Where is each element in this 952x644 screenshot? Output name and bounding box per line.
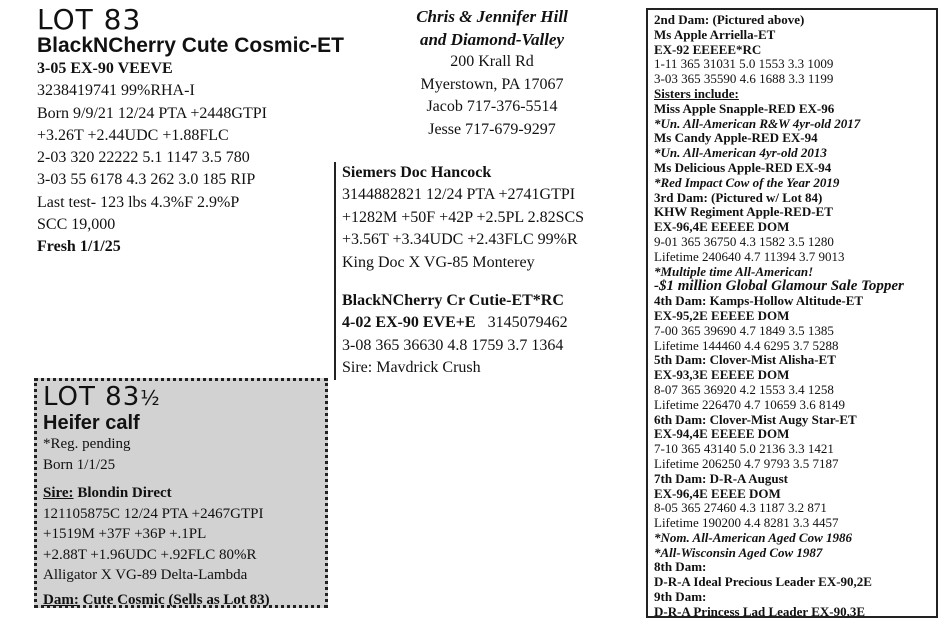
pedigree-line: 3rd Dam: (Pictured w/ Lot 84) <box>654 189 823 205</box>
pedigree-line: *Un. All-American 4yr-old 2013 <box>654 145 827 161</box>
dam-line: 3-08 365 36630 4.8 1759 3.7 1364 <box>342 336 564 354</box>
pedigree-line: 7-00 365 39690 4.7 1849 3.5 1385 <box>654 322 834 338</box>
dam-registration: 3145079462 <box>475 314 568 332</box>
info-line: Last test- 123 lbs 4.3%F 2.9%P <box>37 193 240 211</box>
pedigree-line: Lifetime 190200 4.4 8281 3.3 4457 <box>654 515 839 531</box>
pedigree-line: 7-10 365 43140 5.0 2136 3.3 1421 <box>654 441 834 457</box>
calf-lot-number: LOT 83½ <box>43 382 161 412</box>
lot-number: LOT 83 <box>37 3 142 36</box>
info-line: SCC 19,000 <box>37 216 116 234</box>
pedigree-line: *Multiple time All-American! <box>654 263 814 279</box>
sire-line: +1282M +50F +42P +2.5PL 2.82SCS <box>342 208 585 226</box>
calf-sire-line: +1519M +37F +36P +.1PL <box>43 526 207 542</box>
pedigree-line: EX-96,4E EEEE DOM <box>654 485 781 501</box>
calf-line: Born 1/1/25 <box>43 456 116 473</box>
calf-sire-line: Alligator X VG-89 Delta-Lambda <box>43 567 248 583</box>
pedigree-line: EX-95,2E EEEEE DOM <box>654 307 790 323</box>
pedigree-line: *Nom. All-American Aged Cow 1986 <box>654 529 853 545</box>
pedigree-line: 1-11 365 31031 5.0 1553 3.3 1009 <box>654 56 834 72</box>
calf-dam-text: Cute Cosmic (Sells as Lot 83) <box>78 591 270 608</box>
consignor-name: and Diamond-Valley <box>419 29 565 49</box>
pedigree-line: 8-05 365 27460 4.3 1187 3.2 871 <box>654 500 827 516</box>
calf-line: *Reg. pending <box>43 436 131 452</box>
pedigree-line: EX-96,4E EEEEE DOM <box>654 219 790 235</box>
info-line: 3238419741 99%RHA-I <box>37 82 195 100</box>
pedigree-line: Lifetime 206250 4.7 9793 3.5 7187 <box>654 455 839 471</box>
pedigree-line: *Un. All-American R&W 4yr-old 2017 <box>654 115 861 131</box>
info-line: 2-03 320 22222 5.1 1147 3.5 780 <box>37 149 250 167</box>
pedigree-line: 9th Dam: <box>654 589 707 605</box>
pedigree-line: *Red Impact Cow of the Year 2019 <box>654 174 840 190</box>
pedigree-line: 7th Dam: D-R-A August <box>654 470 788 486</box>
pedigree-line: EX-93,3E EEEEE DOM <box>654 367 790 383</box>
lot-fraction: ½ <box>140 386 161 410</box>
pedigree-line: Lifetime 226470 4.7 10659 3.6 8149 <box>654 396 846 412</box>
calf-title: Heifer calf <box>43 412 140 434</box>
pedigree-line: Lifetime 240640 4.7 11394 3.7 9013 <box>654 248 845 264</box>
sire-line: 3144882821 12/24 PTA +2741GTPI <box>342 186 576 204</box>
pedigree-line: Lifetime 144460 4.4 6295 3.7 5288 <box>654 337 839 353</box>
calf-sire-line: +2.88T +1.96UDC +.92FLC 80%R <box>43 546 257 563</box>
pedigree-line: EX-94,4E EEEEE DOM <box>654 426 790 442</box>
classification: 3-05 EX-90 VEEVE <box>37 60 173 77</box>
pedigree-line: Ms Apple Arriella-ET <box>654 26 776 42</box>
fresh-date: Fresh 1/1/25 <box>37 238 121 256</box>
lot-83-half-box <box>34 378 328 608</box>
calf-sire-name: Blondin Direct <box>73 485 172 501</box>
pedigree-line: Ms Candy Apple-RED EX-94 <box>654 130 818 146</box>
calf-dam-label: Dam: <box>43 591 79 608</box>
pedigree-line: Miss Apple Snapple-RED EX-96 <box>654 100 835 116</box>
pedigree-line: Sisters include: <box>654 85 739 101</box>
consignor-contact <box>386 6 598 142</box>
pedigree-line: 3-03 365 35590 4.6 1688 3.3 1199 <box>654 71 834 87</box>
sire-line: +3.56T +3.34UDC +2.43FLC 99%R <box>342 231 578 249</box>
pedigree-line: 5th Dam: Clover-Mist Alisha-ET <box>654 352 836 368</box>
pedigree-line: *All-Wisconsin Aged Cow 1987 <box>654 544 823 560</box>
pedigree-box <box>646 8 938 618</box>
calf-sire-label: Sire: <box>43 485 74 501</box>
lot-83-section <box>37 3 344 259</box>
pedigree-line: -$1 million Global Glamour Sale Topper <box>654 278 904 295</box>
contact-line: Jacob 717-376-5514 <box>426 98 558 116</box>
contact-line: Myerstown, PA 17067 <box>420 75 564 93</box>
pedigree-line: EX-92 EEEEE*RC <box>654 41 762 57</box>
dam-line: Sire: Mavdrick Crush <box>342 359 481 377</box>
pedigree-line: 8th Dam: <box>654 559 707 575</box>
cow-name: BlackNCherry Cute Cosmic-ET <box>37 34 344 57</box>
dam-classification: 4-02 EX-90 EVE+E <box>342 314 476 332</box>
dam-name: BlackNCherry Cr Cutie-ET*RC <box>342 292 564 309</box>
pedigree-line: 6th Dam: Clover-Mist Augy Star-ET <box>654 411 857 427</box>
info-line: Born 9/9/21 12/24 PTA +2448GTPI <box>37 104 267 122</box>
consignor-name: Chris & Jennifer Hill <box>416 7 568 26</box>
pedigree-line: KHW Regiment Apple-RED-ET <box>654 204 833 220</box>
sire-line: King Doc X VG-85 Monterey <box>342 253 535 271</box>
sire-name: Siemers Doc Hancock <box>342 164 492 181</box>
pedigree-line: 4th Dam: Kamps-Hollow Altitude-ET <box>654 293 864 309</box>
pedigree-line: D-R-A Princess Lad Leader EX-90,3E <box>654 603 866 619</box>
pedigree-line: 2nd Dam: (Pictured above) <box>654 12 805 27</box>
contact-line: 200 Krall Rd <box>450 53 534 71</box>
pedigree-line: 8-07 365 36920 4.2 1553 3.4 1258 <box>654 381 834 397</box>
dam-section <box>334 290 642 380</box>
pedigree-line: 9-01 365 36750 4.3 1582 3.5 1280 <box>654 233 834 249</box>
contact-line: Jesse 717-679-9297 <box>428 120 556 138</box>
calf-sire-line: 121105875C 12/24 PTA +2467GTPI <box>43 505 264 522</box>
sire-section <box>334 162 642 310</box>
info-line: 3-03 55 6178 4.3 262 3.0 185 RIP <box>37 171 256 189</box>
pedigree-line: D-R-A Ideal Precious Leader EX-90,2E <box>654 574 872 590</box>
info-line: +3.26T +2.44UDC +1.88FLC <box>37 126 229 144</box>
pedigree-line: Ms Delicious Apple-RED EX-94 <box>654 159 832 175</box>
